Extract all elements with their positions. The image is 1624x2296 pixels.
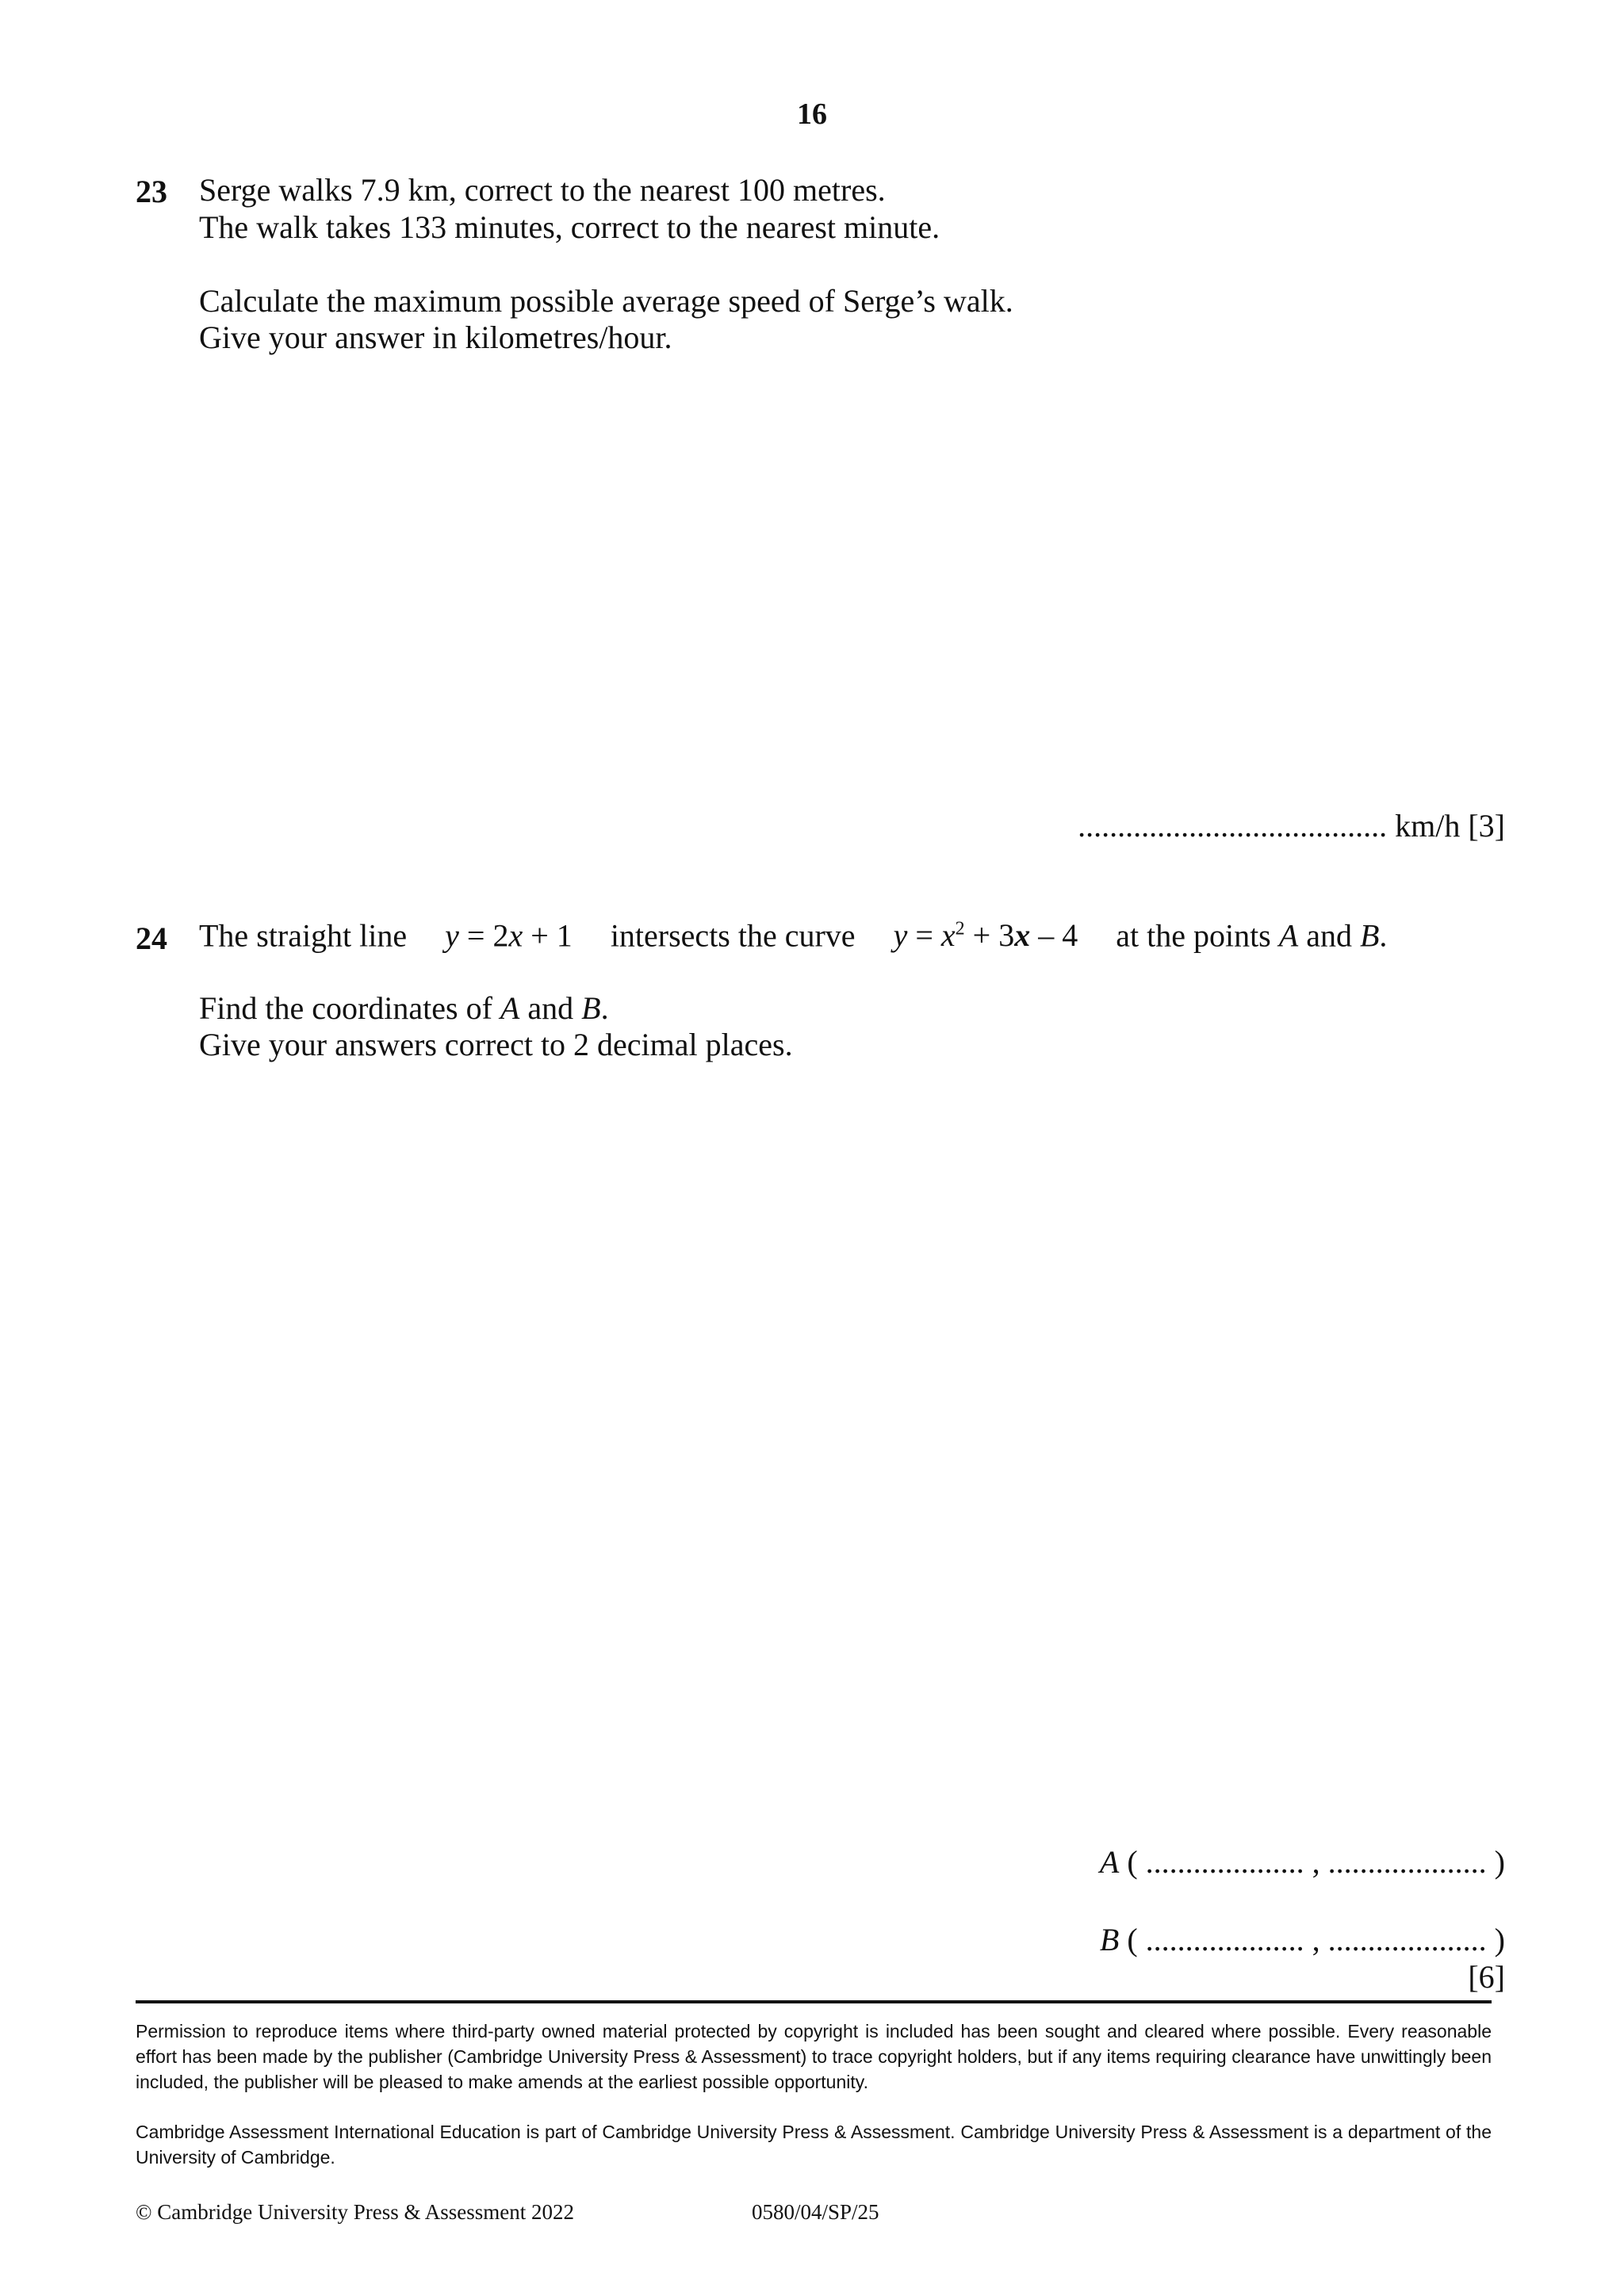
footer-divider [136, 2000, 1492, 2003]
question-23-line-3: Calculate the maximum possible average speed of Serge’s walk. [199, 283, 1013, 319]
answer-line-A[interactable] [1100, 1843, 1505, 1881]
question-24-marks: [6] [1468, 1959, 1505, 1995]
answer-line-B[interactable] [1100, 1921, 1505, 1958]
question-24-line-1 [199, 917, 1388, 954]
marks: [3] [1468, 808, 1505, 844]
question-23-line-1: Serge walks 7.9 km, correct to the nearest 100 metres. [199, 172, 886, 208]
question-24-number: 24 [136, 920, 167, 956]
answer-dots: ....................................... [1078, 808, 1388, 844]
copyright-text: © Cambridge University Press & Assessment 2022 [136, 2200, 574, 2224]
intro-text: The straight line [199, 917, 408, 954]
curve-equation: $y = x^2 + 3x - 4$ [893, 917, 1078, 954]
tail-text: at the points A and B. [1116, 917, 1388, 954]
point-B-label: B [1099, 1922, 1120, 1957]
question-23-line-4: Give your answer in kilometres/hour. [199, 320, 672, 355]
permission-notice: Permission to reproduce items where third-party owned material protected by copyright is included has been sought and cleared where possible. Every reasonable effort has been made by the publisher (Cambridge University Press & Assessment) to trace copyright holders, but if any items requiring clearance have unwittingly been included, the publisher will be pleased to make amends at the earliest possible opportunity. [136, 2021, 1492, 2092]
question-23-line-2: The walk takes 133 minutes, correct to the nearest minute. [199, 209, 940, 245]
page-number: 16 [797, 98, 827, 131]
answer-unit: km/h [1395, 808, 1461, 844]
cambridge-notice: Cambridge Assessment International Education is part of Cambridge University Press & Assessment. Cambridge University Press & Assessment is a department of the University of Cambridge. [136, 2122, 1492, 2168]
coordinate-blanks: ( .................... , .................... ) [1119, 1844, 1505, 1880]
question-24-line-3: Give your answers correct to 2 decimal places. [199, 1027, 793, 1062]
line-equation: y = 2x + 1 [445, 917, 573, 954]
point-A-label: A [1099, 1844, 1120, 1880]
mid-text: intersects the curve [610, 917, 856, 954]
question-23-answer-line[interactable] [1078, 807, 1505, 844]
paper-code: 0580/04/SP/25 [752, 2200, 879, 2224]
question-24-line-2: Find the coordinates of A and B. [199, 990, 609, 1026]
coordinate-blanks: ( .................... , .................... ) [1119, 1922, 1505, 1957]
question-23-number: 23 [136, 174, 167, 209]
